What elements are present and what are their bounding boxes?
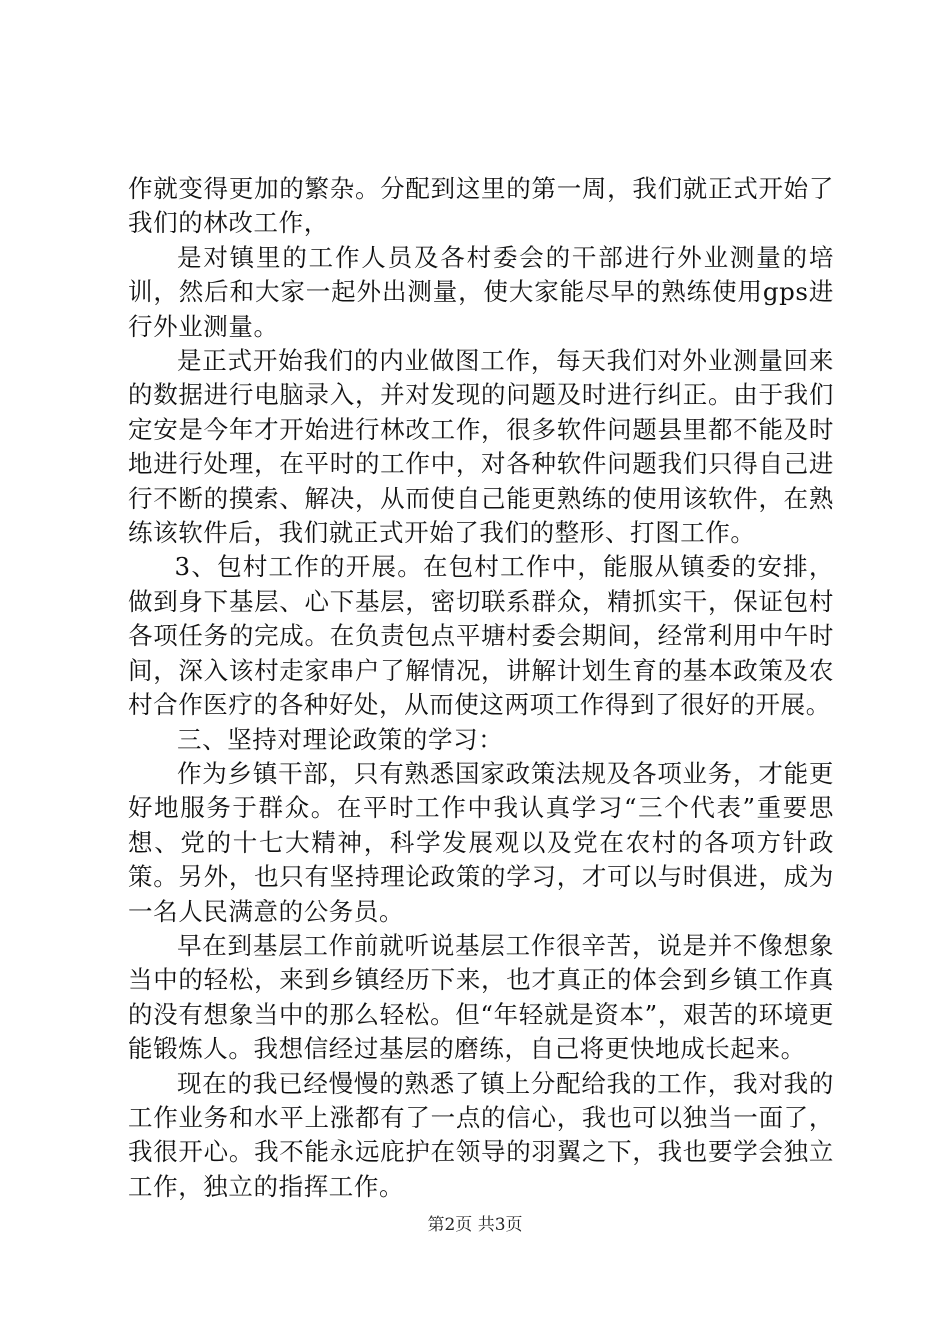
paragraph-mapping-work: 是正式开始我们的内业做图工作，每天我们对外业测量回来的数据进行电脑录入，并对发现的问题及时进行纠正。由于我们定安是今年才开始进行林改工作，很多软件问题县里都不能及时地进行处理，在平时的工作中，对各种软件问题我们只得自己进行不断的摸索、解决，从而使自己能更熟练的使用该软件，在熟练该软件后，我们就正式开始了我们的整形、打图工作。: [128, 346, 834, 548]
page-number-label: 第2页 共3页: [427, 1215, 523, 1235]
paragraph-continuation: 作就变得更加的繁杂。分配到这里的第一周，我们就正式开始了我们的林改工作，: [128, 174, 834, 238]
document-body: [128, 172, 834, 1204]
section-heading-theory-study: 三、坚持对理论政策的学习：: [177, 724, 504, 754]
paragraph-policy-study: 作为乡镇干部，只有熟悉国家政策法规及各项业务，才能更好地服务于群众。在平时工作中我认真学习“三个代表”重要思想、党的十七大精神，科学发展观以及党在农村的各项方针政策。另外，也只有坚持理论政策的学习，才可以与时俱进，成为一名人民满意的公务员。: [128, 758, 834, 926]
paragraph-current-confidence: 现在的我已经慢慢的熟悉了镇上分配给我的工作，我对我的工作业务和水平上涨都有了一点的信心，我也可以独当一面了，我很开心。我不能永远庇护在领导的羽翼之下，我也要学会独立工作，独立的指挥工作。: [128, 1068, 834, 1201]
paragraph-grassroots-experience: 早在到基层工作前就听说基层工作很辛苦，说是并不像想象当中的轻松，来到乡镇经历下来，也才真正的体会到乡镇工作真的没有想象当中的那么轻松。但“年轻就是资本”，艰苦的环境更能锻炼人。我想信经过基层的磨练，自己将更快地成长起来。: [128, 930, 834, 1064]
page-footer: [0, 1214, 950, 1236]
paragraph-survey-training: 是对镇里的工作人员及各村委会的干部进行外业测量的培训，然后和大家一起外出测量，使大家能尽早的熟练使用gps进行外业测量。: [128, 242, 834, 341]
paragraph-village-work: 3、包村工作的开展。在包村工作中，能服从镇委的安排，做到身下基层、心下基层，密切联系群众，精抓实干，保证包村各项任务的完成。在负责包点平塘村委会期间，经常利用中午时间，深入该村走家串户了解情况，讲解计划生育的基本政策及农村合作医疗的各种好处，从而使这两项工作得到了很好的开展。: [128, 552, 834, 720]
